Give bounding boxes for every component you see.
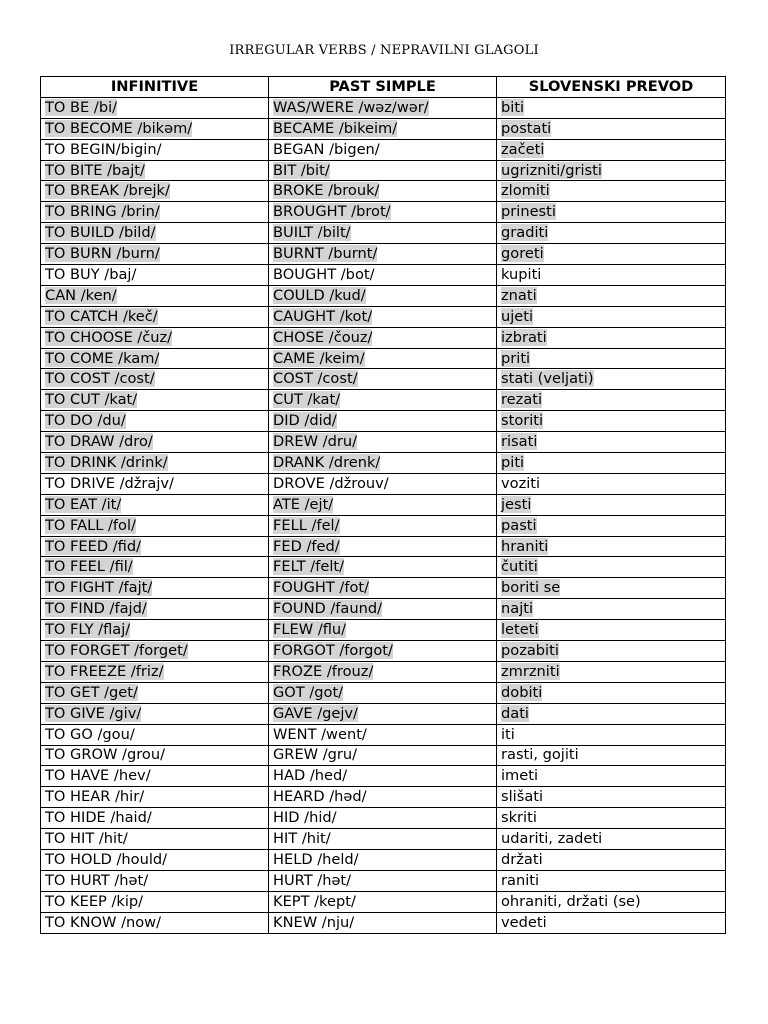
highlighted-text: TO FORGET /forget/ xyxy=(45,641,188,659)
translation-cell xyxy=(497,306,726,327)
past-simple-cell xyxy=(269,160,497,181)
table-row xyxy=(41,473,726,494)
translation-cell xyxy=(497,285,726,306)
highlighted-text: hraniti xyxy=(501,537,549,555)
translation-cell: voziti xyxy=(497,473,726,494)
highlighted-text: TO FREEZE /friz/ xyxy=(45,662,164,680)
past-simple-cell xyxy=(269,118,497,139)
highlighted-text: TO CATCH /keč/ xyxy=(45,307,158,325)
past-simple-cell: BEGAN /bigen/ xyxy=(269,139,497,160)
table-row xyxy=(41,578,726,599)
infinitive-cell xyxy=(41,515,269,536)
table-row xyxy=(41,327,726,348)
highlighted-text: DRANK /drenk/ xyxy=(273,453,381,471)
highlighted-text: TO FIGHT /fajt/ xyxy=(45,579,153,597)
highlighted-text: priti xyxy=(501,349,531,367)
past-simple-cell xyxy=(269,703,497,724)
header-past-simple: PAST SIMPLE xyxy=(269,77,497,98)
translation-cell: vedeti xyxy=(497,912,726,933)
table-row xyxy=(41,494,726,515)
infinitive-cell xyxy=(41,118,269,139)
translation-cell: imeti xyxy=(497,766,726,787)
infinitive-cell xyxy=(41,432,269,453)
infinitive-cell xyxy=(41,181,269,202)
infinitive-cell xyxy=(41,641,269,662)
highlighted-text: TO DRAW /dro/ xyxy=(45,433,153,451)
table-row xyxy=(41,160,726,181)
past-simple-cell: HURT /hət/ xyxy=(269,870,497,891)
highlighted-text: čutiti xyxy=(501,558,538,576)
infinitive-cell xyxy=(41,369,269,390)
translation-cell xyxy=(497,557,726,578)
translation-cell xyxy=(497,223,726,244)
table-row xyxy=(41,557,726,578)
infinitive-cell xyxy=(41,620,269,641)
highlighted-text: TO FIND /fajd/ xyxy=(45,600,147,618)
translation-cell xyxy=(497,369,726,390)
header-slovenski-prevod: SLOVENSKI PREVOD xyxy=(497,77,726,98)
translation-cell xyxy=(497,703,726,724)
infinitive-cell: TO GO /gou/ xyxy=(41,724,269,745)
highlighted-text: TO COME /kam/ xyxy=(45,349,160,367)
infinitive-cell: TO HAVE /hev/ xyxy=(41,766,269,787)
table-header-row xyxy=(41,77,726,98)
translation-cell xyxy=(497,620,726,641)
table-row xyxy=(41,306,726,327)
highlighted-text: WAS/WERE /wəz/wər/ xyxy=(273,98,429,116)
past-simple-cell xyxy=(269,453,497,474)
table-row xyxy=(41,808,726,829)
highlighted-text: TO BECOME /bikəm/ xyxy=(45,119,193,137)
highlighted-text: BECAME /bikeim/ xyxy=(273,119,398,137)
highlighted-text: TO BE /bi/ xyxy=(45,98,118,116)
table-row xyxy=(41,912,726,933)
highlighted-text: FLEW /flu/ xyxy=(273,621,347,639)
infinitive-cell: TO HOLD /hould/ xyxy=(41,849,269,870)
translation-cell xyxy=(497,202,726,223)
past-simple-cell xyxy=(269,599,497,620)
highlighted-text: najti xyxy=(501,600,534,618)
translation-cell xyxy=(497,181,726,202)
highlighted-text: boriti se xyxy=(501,579,561,597)
highlighted-text: TO BURN /burn/ xyxy=(45,245,160,263)
highlighted-text: graditi xyxy=(501,224,549,242)
highlighted-text: TO EAT /it/ xyxy=(45,495,122,513)
infinitive-cell xyxy=(41,661,269,682)
table-row xyxy=(41,620,726,641)
past-simple-cell: HAD /hed/ xyxy=(269,766,497,787)
highlighted-text: BIT /bit/ xyxy=(273,161,330,179)
highlighted-text: rezati xyxy=(501,391,543,409)
translation-cell xyxy=(497,599,726,620)
table-row xyxy=(41,515,726,536)
highlighted-text: ugrizniti/gristi xyxy=(501,161,602,179)
highlighted-text: stati (veljati) xyxy=(501,370,594,388)
table-row xyxy=(41,536,726,557)
translation-cell xyxy=(497,348,726,369)
translation-cell: držati xyxy=(497,849,726,870)
highlighted-text: leteti xyxy=(501,621,539,639)
highlighted-text: BROUGHT /brot/ xyxy=(273,203,391,221)
infinitive-cell xyxy=(41,285,269,306)
highlighted-text: izbrati xyxy=(501,328,547,346)
past-simple-cell xyxy=(269,641,497,662)
highlighted-text: CAN /ken/ xyxy=(45,286,117,304)
translation-cell: kupiti xyxy=(497,265,726,286)
infinitive-cell xyxy=(41,306,269,327)
translation-cell xyxy=(497,682,726,703)
highlighted-text: goreti xyxy=(501,245,544,263)
past-simple-cell: KNEW /nju/ xyxy=(269,912,497,933)
highlighted-text: GAVE /gejv/ xyxy=(273,704,358,722)
past-simple-cell: HEARD /həd/ xyxy=(269,787,497,808)
translation-cell xyxy=(497,515,726,536)
infinitive-cell xyxy=(41,536,269,557)
highlighted-text: TO BREAK /brejk/ xyxy=(45,182,170,200)
table-row xyxy=(41,181,726,202)
past-simple-cell xyxy=(269,432,497,453)
highlighted-text: COULD /kud/ xyxy=(273,286,366,304)
table-row xyxy=(41,703,726,724)
highlighted-text: TO FLY /flaj/ xyxy=(45,621,131,639)
irregular-verbs-table xyxy=(40,76,726,934)
highlighted-text: FROZE /frouz/ xyxy=(273,662,374,680)
table-row xyxy=(41,285,726,306)
table-body xyxy=(41,97,726,933)
translation-cell: iti xyxy=(497,724,726,745)
past-simple-cell: HID /hid/ xyxy=(269,808,497,829)
infinitive-cell: TO HEAR /hir/ xyxy=(41,787,269,808)
table-row xyxy=(41,453,726,474)
infinitive-cell xyxy=(41,494,269,515)
highlighted-text: FELT /felt/ xyxy=(273,558,345,576)
past-simple-cell xyxy=(269,285,497,306)
highlighted-text: DID /did/ xyxy=(273,412,337,430)
past-simple-cell xyxy=(269,578,497,599)
past-simple-cell xyxy=(269,390,497,411)
infinitive-cell xyxy=(41,202,269,223)
past-simple-cell: KEPT /kept/ xyxy=(269,891,497,912)
table-row xyxy=(41,265,726,286)
infinitive-cell: TO DRIVE /džrajv/ xyxy=(41,473,269,494)
infinitive-cell xyxy=(41,223,269,244)
highlighted-text: TO GIVE /giv/ xyxy=(45,704,142,722)
past-simple-cell: GREW /gru/ xyxy=(269,745,497,766)
past-simple-cell xyxy=(269,306,497,327)
infinitive-cell xyxy=(41,682,269,703)
table-row xyxy=(41,599,726,620)
highlighted-text: dobiti xyxy=(501,683,543,701)
infinitive-cell: TO BEGIN/bigin/ xyxy=(41,139,269,160)
past-simple-cell xyxy=(269,244,497,265)
translation-cell: udariti, zadeti xyxy=(497,829,726,850)
translation-cell xyxy=(497,536,726,557)
past-simple-cell xyxy=(269,411,497,432)
highlighted-text: pasti xyxy=(501,516,537,534)
highlighted-text: TO COST /cost/ xyxy=(45,370,155,388)
translation-cell xyxy=(497,244,726,265)
highlighted-text: TO FEEL /fil/ xyxy=(45,558,133,576)
past-simple-cell xyxy=(269,223,497,244)
infinitive-cell xyxy=(41,348,269,369)
infinitive-cell xyxy=(41,599,269,620)
highlighted-text: FOUND /faund/ xyxy=(273,600,383,618)
infinitive-cell: TO HURT /hət/ xyxy=(41,870,269,891)
highlighted-text: FOUGHT /fot/ xyxy=(273,579,370,597)
highlighted-text: TO BUILD /bild/ xyxy=(45,224,156,242)
past-simple-cell xyxy=(269,620,497,641)
infinitive-cell: TO HIT /hit/ xyxy=(41,829,269,850)
translation-cell xyxy=(497,139,726,160)
table-row xyxy=(41,787,726,808)
translation-cell xyxy=(497,578,726,599)
infinitive-cell xyxy=(41,557,269,578)
translation-cell: rasti, gojiti xyxy=(497,745,726,766)
table-row xyxy=(41,244,726,265)
document-title: IRREGULAR VERBS / NEPRAVILNI GLAGOLI xyxy=(229,43,539,58)
translation-cell: skriti xyxy=(497,808,726,829)
translation-cell xyxy=(497,411,726,432)
highlighted-text: TO FALL /fol/ xyxy=(45,516,136,534)
highlighted-text: risati xyxy=(501,433,538,451)
highlighted-text: DREW /dru/ xyxy=(273,433,358,451)
highlighted-text: dati xyxy=(501,704,529,722)
highlighted-text: TO GET /get/ xyxy=(45,683,138,701)
infinitive-cell xyxy=(41,578,269,599)
table-row xyxy=(41,682,726,703)
highlighted-text: TO BRING /brin/ xyxy=(45,203,160,221)
highlighted-text: postati xyxy=(501,119,552,137)
past-simple-cell xyxy=(269,327,497,348)
infinitive-cell: TO BUY /baj/ xyxy=(41,265,269,286)
table-row xyxy=(41,369,726,390)
highlighted-text: FORGOT /forgot/ xyxy=(273,641,393,659)
highlighted-text: BROKE /brouk/ xyxy=(273,182,380,200)
highlighted-text: storiti xyxy=(501,412,544,430)
table-row xyxy=(41,891,726,912)
highlighted-text: ujeti xyxy=(501,307,534,325)
past-simple-cell: WENT /went/ xyxy=(269,724,497,745)
past-simple-cell xyxy=(269,97,497,118)
infinitive-cell xyxy=(41,327,269,348)
past-simple-cell xyxy=(269,348,497,369)
infinitive-cell: TO KEEP /kip/ xyxy=(41,891,269,912)
highlighted-text: TO DO /du/ xyxy=(45,412,126,430)
highlighted-text: CHOSE /čouz/ xyxy=(273,328,373,346)
highlighted-text: pozabiti xyxy=(501,641,559,659)
infinitive-cell xyxy=(41,703,269,724)
infinitive-cell xyxy=(41,244,269,265)
table-row xyxy=(41,724,726,745)
table-row xyxy=(41,432,726,453)
past-simple-cell xyxy=(269,515,497,536)
translation-cell xyxy=(497,494,726,515)
highlighted-text: znati xyxy=(501,286,537,304)
infinitive-cell xyxy=(41,390,269,411)
translation-cell xyxy=(497,118,726,139)
past-simple-cell xyxy=(269,661,497,682)
highlighted-text: COST /cost/ xyxy=(273,370,358,388)
infinitive-cell: TO HIDE /haid/ xyxy=(41,808,269,829)
infinitive-cell xyxy=(41,160,269,181)
highlighted-text: FELL /fel/ xyxy=(273,516,340,534)
highlighted-text: CAUGHT /kot/ xyxy=(273,307,373,325)
highlighted-text: TO CHOOSE /čuz/ xyxy=(45,328,173,346)
header-infinitive: INFINITIVE xyxy=(41,77,269,98)
table-row xyxy=(41,766,726,787)
past-simple-cell xyxy=(269,369,497,390)
table-row xyxy=(41,139,726,160)
translation-cell xyxy=(497,97,726,118)
highlighted-text: prinesti xyxy=(501,203,556,221)
table-row xyxy=(41,829,726,850)
infinitive-cell: TO GROW /grou/ xyxy=(41,745,269,766)
translation-cell: raniti xyxy=(497,870,726,891)
past-simple-cell xyxy=(269,536,497,557)
past-simple-cell: DROVE /džrouv/ xyxy=(269,473,497,494)
past-simple-cell xyxy=(269,181,497,202)
past-simple-cell: HIT /hit/ xyxy=(269,829,497,850)
highlighted-text: TO DRINK /drink/ xyxy=(45,453,168,471)
highlighted-text: GOT /got/ xyxy=(273,683,344,701)
translation-cell: slišati xyxy=(497,787,726,808)
translation-cell xyxy=(497,661,726,682)
highlighted-text: CUT /kat/ xyxy=(273,391,341,409)
table-row xyxy=(41,641,726,662)
highlighted-text: ATE /ejt/ xyxy=(273,495,334,513)
past-simple-cell xyxy=(269,202,497,223)
translation-cell xyxy=(497,432,726,453)
highlighted-text: TO FEED /fid/ xyxy=(45,537,142,555)
translation-cell xyxy=(497,160,726,181)
highlighted-text: CAME /keim/ xyxy=(273,349,365,367)
table-row xyxy=(41,870,726,891)
translation-cell xyxy=(497,390,726,411)
table-row xyxy=(41,849,726,870)
highlighted-text: piti xyxy=(501,453,525,471)
highlighted-text: FED /fed/ xyxy=(273,537,340,555)
table-row xyxy=(41,118,726,139)
past-simple-cell: HELD /held/ xyxy=(269,849,497,870)
translation-cell xyxy=(497,327,726,348)
highlighted-text: TO BITE /bajt/ xyxy=(45,161,145,179)
highlighted-text: začeti xyxy=(501,140,545,158)
infinitive-cell xyxy=(41,453,269,474)
highlighted-text: biti xyxy=(501,98,525,116)
highlighted-text: BUILT /bilt/ xyxy=(273,224,351,242)
past-simple-cell xyxy=(269,682,497,703)
table-row xyxy=(41,348,726,369)
translation-cell: ohraniti, držati (se) xyxy=(497,891,726,912)
past-simple-cell xyxy=(269,557,497,578)
infinitive-cell xyxy=(41,411,269,432)
translation-cell xyxy=(497,453,726,474)
table-row xyxy=(41,97,726,118)
highlighted-text: BURNT /burnt/ xyxy=(273,245,378,263)
highlighted-text: zmrzniti xyxy=(501,662,560,680)
past-simple-cell xyxy=(269,494,497,515)
infinitive-cell xyxy=(41,97,269,118)
highlighted-text: zlomiti xyxy=(501,182,550,200)
table-row xyxy=(41,411,726,432)
highlighted-text: jesti xyxy=(501,495,532,513)
past-simple-cell: BOUGHT /bot/ xyxy=(269,265,497,286)
table-row xyxy=(41,223,726,244)
translation-cell xyxy=(497,641,726,662)
table-row xyxy=(41,390,726,411)
table-row xyxy=(41,745,726,766)
table-row xyxy=(41,661,726,682)
highlighted-text: TO CUT /kat/ xyxy=(45,391,138,409)
infinitive-cell: TO KNOW /now/ xyxy=(41,912,269,933)
table-row xyxy=(41,202,726,223)
